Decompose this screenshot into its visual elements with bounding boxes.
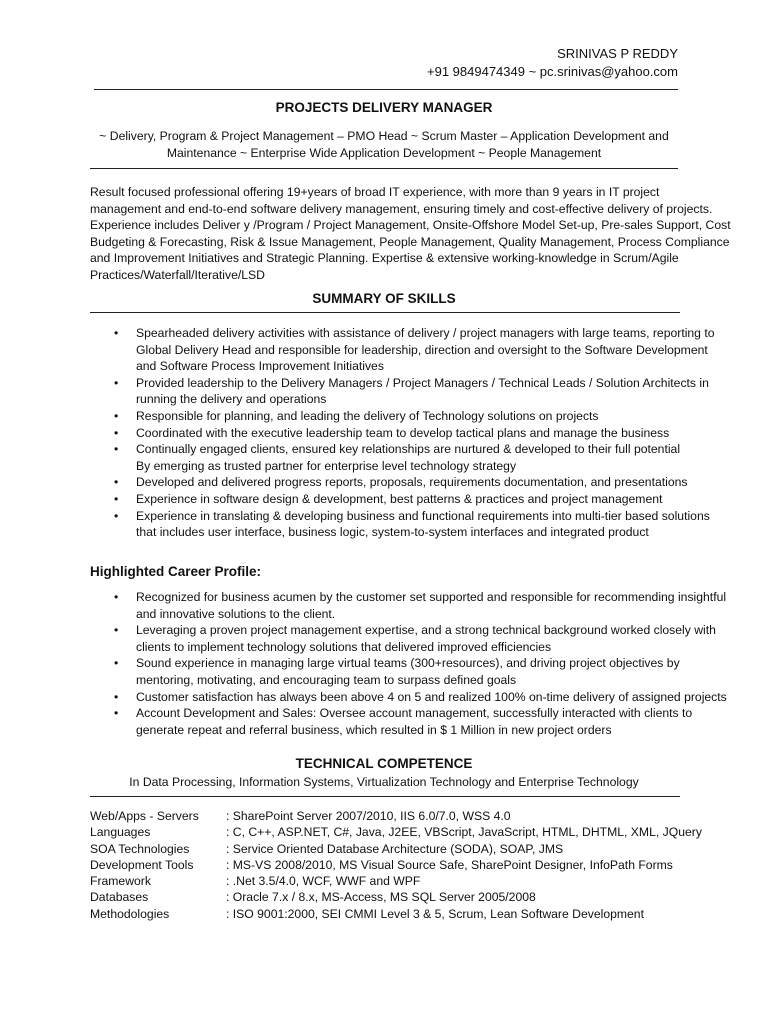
list-item: • Provided leadership to the Delivery Managers / Project Managers / Technical Leads / Solution Architects in running the delivery and operations: [114, 375, 709, 407]
table-row: SOA Technologies : Service Oriented Database Architecture (SODA), SOAP, JMS: [90, 841, 564, 856]
tech-table: [90, 808, 702, 922]
bullet-icon: •: [114, 326, 119, 340]
skills-heading: SUMMARY OF SKILLS: [312, 291, 456, 306]
table-row: Web/Apps - Servers : SharePoint Server 2007/2010, IIS 6.0/7.0, WSS 4.0: [90, 809, 511, 823]
summary-line: and Improvement Initiatives and Strategic Planning. Expertise & extensive working-knowledge in Scrum/Agile: [90, 251, 679, 266]
skills-list: [114, 325, 715, 541]
summary-line: Result focused professional offering 19+years of broad IT experience, with more than 9 years in IT project: [90, 185, 660, 199]
subtitle-line-1: ~ Delivery, Program & Project Management – PMO Head ~ Scrum Master – Application Development and: [99, 129, 669, 143]
list-item: • Sound experience in managing large virtual teams (300+resources), and driving project objectives by mentoring, motivating, and encouraging team to surpass defined goals: [114, 656, 680, 687]
bullet-icon: •: [114, 590, 119, 604]
bullet-icon: •: [114, 706, 119, 721]
bullet-icon: •: [114, 408, 119, 423]
bullet-icon: •: [114, 475, 119, 490]
skills-divider: [90, 312, 680, 313]
bullet-icon: •: [114, 442, 119, 457]
list-item: • Experience in translating & developing business and functional requirements into multi-tier based solutions that includes user interface, business logic, system-to-system interfaces and integrated product: [114, 508, 710, 540]
list-item: • Coordinated with the executive leadership team to develop tactical plans and manage the business: [114, 425, 670, 440]
list-item: • Recognized for business acumen by the customer set supported and responsible for recommending insightful and innovative solutions to the client.: [114, 590, 727, 621]
subtitle-divider: [90, 168, 678, 169]
table-row: Framework : .Net 3.5/4.0, WCF, WWF and WPF: [90, 874, 421, 889]
list-item: • Responsible for planning, and leading the delivery of Technology solutions on projects: [114, 408, 599, 423]
table-row: Development Tools : MS-VS 2008/2010, MS Visual Source Safe, SharePoint Designer, InfoPath Forms: [90, 857, 673, 872]
subtitle-line-2: Maintenance ~ Enterprise Wide Application Development ~ People Management: [166, 146, 602, 160]
summary-line: Budgeting & Forecasting, Risk & Issue Management, People Management, Quality Management, Process Compliance: [90, 234, 730, 249]
bullet-icon: •: [114, 375, 119, 390]
list-item: • Spearheaded delivery activities with assistance of delivery / project managers with large teams, reporting to Global Delivery Head and responsible for leadership, direction and oversight to the Software Development and Software Process Improvement Initiatives: [114, 326, 715, 374]
summary-line: Practices/Waterfall/Iterative/LSD: [90, 267, 265, 282]
summary-line: Experience includes Deliver y /Program / Project Management, Onsite-Offshore Model Set-up, Pre-sales Support, Cost: [90, 218, 731, 233]
list-item: • Customer satisfaction has always been above 4 on 5 and realized 100% on-time delivery of assigned projects: [114, 689, 727, 704]
career-heading: Highlighted Career Profile:: [90, 564, 262, 579]
table-row: Databases : Oracle 7.x / 8.x, MS-Access, MS SQL Server 2005/2008: [90, 890, 536, 905]
bullet-icon: •: [114, 623, 119, 638]
bullet-icon: •: [114, 656, 119, 671]
list-item: • Account Development and Sales: Oversee account management, successfully interacted with clients to generate repeat and referral business, which resulted in $ 1 Million in new project orders: [114, 706, 693, 737]
bullet-icon: •: [114, 508, 119, 523]
summary-paragraph: [90, 184, 731, 284]
header-divider: [94, 89, 678, 90]
career-list: [114, 589, 727, 738]
contact-line: +91 9849474349 ~ pc.srinivas@yahoo.com: [427, 64, 678, 79]
candidate-name: SRINIVAS P REDDY: [557, 46, 678, 61]
bullet-icon: •: [114, 491, 119, 506]
tech-divider: [90, 796, 680, 797]
list-item: • Experience in software design & development, best patterns & practices and project management: [114, 491, 663, 506]
table-row: Methodologies : ISO 9001:2000, SEI CMMI Level 3 & 5, Scrum, Lean Software Development: [90, 906, 644, 921]
list-item: • Developed and delivered progress reports, proposals, requirements documentation, and presentations: [114, 475, 688, 490]
bullet-icon: •: [114, 689, 119, 704]
bullet-icon: •: [114, 425, 119, 440]
list-item: • Continually engaged clients, ensured key relationships are nurtured & developed to their full potential By emerging as trusted partner for enterprise level technology strategy: [114, 442, 681, 473]
tech-heading: TECHNICAL COMPETENCE: [295, 756, 473, 771]
table-row: Languages : C, C++, ASP.NET, C#, Java, J2EE, VBScript, JavaScript, HTML, DHTML, XML, JQuery: [90, 825, 702, 840]
summary-line: management and end-to-end software delivery management, ensuring timely and cost-effective delivery of projects.: [90, 201, 713, 216]
resume-title: PROJECTS DELIVERY MANAGER: [275, 100, 493, 115]
tech-subheading: In Data Processing, Information Systems, Virtualization Technology and Enterprise Technology: [129, 775, 639, 789]
list-item: • Leveraging a proven project management expertise, and a strong technical background worked closely with clients to implement technology solutions that delivered improved efficiencies: [114, 623, 716, 654]
